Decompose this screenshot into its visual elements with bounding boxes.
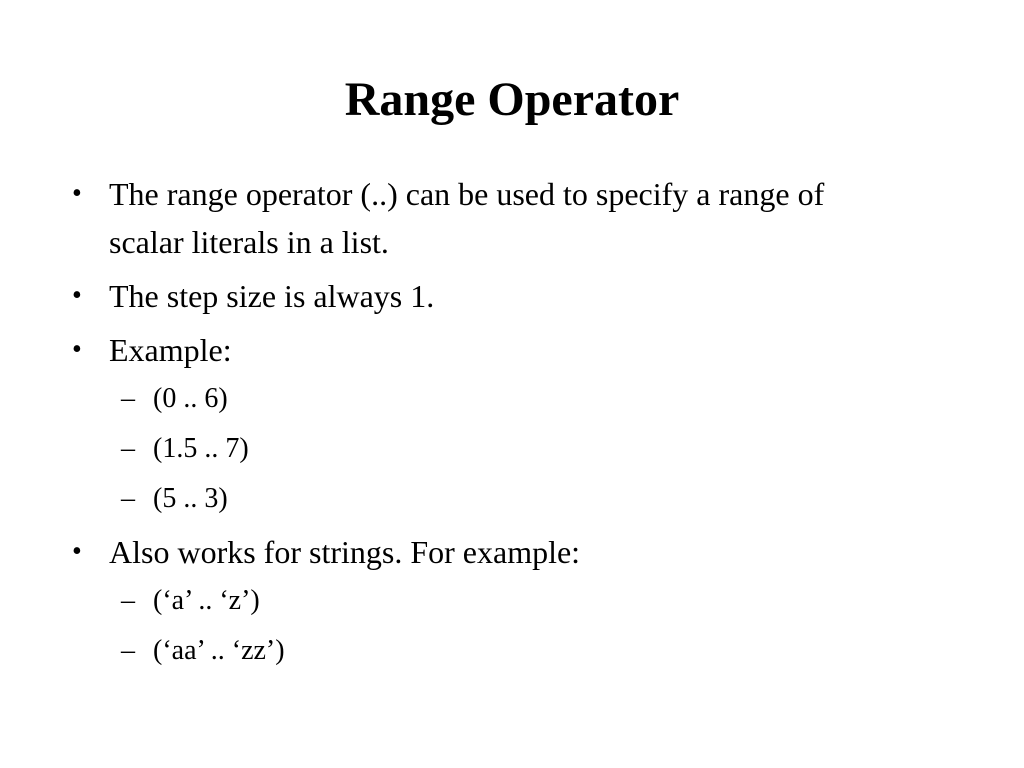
sub-item <box>72 424 902 474</box>
sub-item <box>72 374 902 424</box>
bullet-item <box>72 170 902 266</box>
sub-list <box>72 576 902 676</box>
slide-title: Range Operator <box>344 73 680 126</box>
bullet-marker: • <box>72 536 82 567</box>
sub-text: (‘aa’ .. ‘zz’) <box>153 635 285 666</box>
bullet-text: Example: <box>109 332 232 368</box>
sub-text: (‘a’ .. ‘z’) <box>153 585 260 616</box>
bullet-marker: • <box>72 334 82 365</box>
dash-marker: – <box>121 383 135 414</box>
bullet-item <box>72 272 902 320</box>
bullet-text: The step size is always 1. <box>109 278 435 314</box>
sub-text: (0 .. 6) <box>153 383 228 414</box>
sub-item <box>72 626 902 676</box>
bullet-marker: • <box>72 178 82 209</box>
sub-text: (1.5 .. 7) <box>153 433 249 464</box>
dash-marker: – <box>121 433 135 464</box>
sub-item <box>72 474 902 524</box>
bullet-text: The range operator (..) can be used to specify a range of scalar literals in a list. <box>109 176 825 260</box>
bullet-item <box>72 528 902 576</box>
bullet-text: Also works for strings. For example: <box>109 534 581 570</box>
bullet-list <box>72 170 902 680</box>
sub-item <box>72 576 902 626</box>
dash-marker: – <box>121 585 135 616</box>
bullet-marker: • <box>72 280 82 311</box>
sub-text: (5 .. 3) <box>153 483 228 514</box>
dash-marker: – <box>121 483 135 514</box>
dash-marker: – <box>121 635 135 666</box>
bullet-item <box>72 326 902 374</box>
sub-list <box>72 374 902 524</box>
